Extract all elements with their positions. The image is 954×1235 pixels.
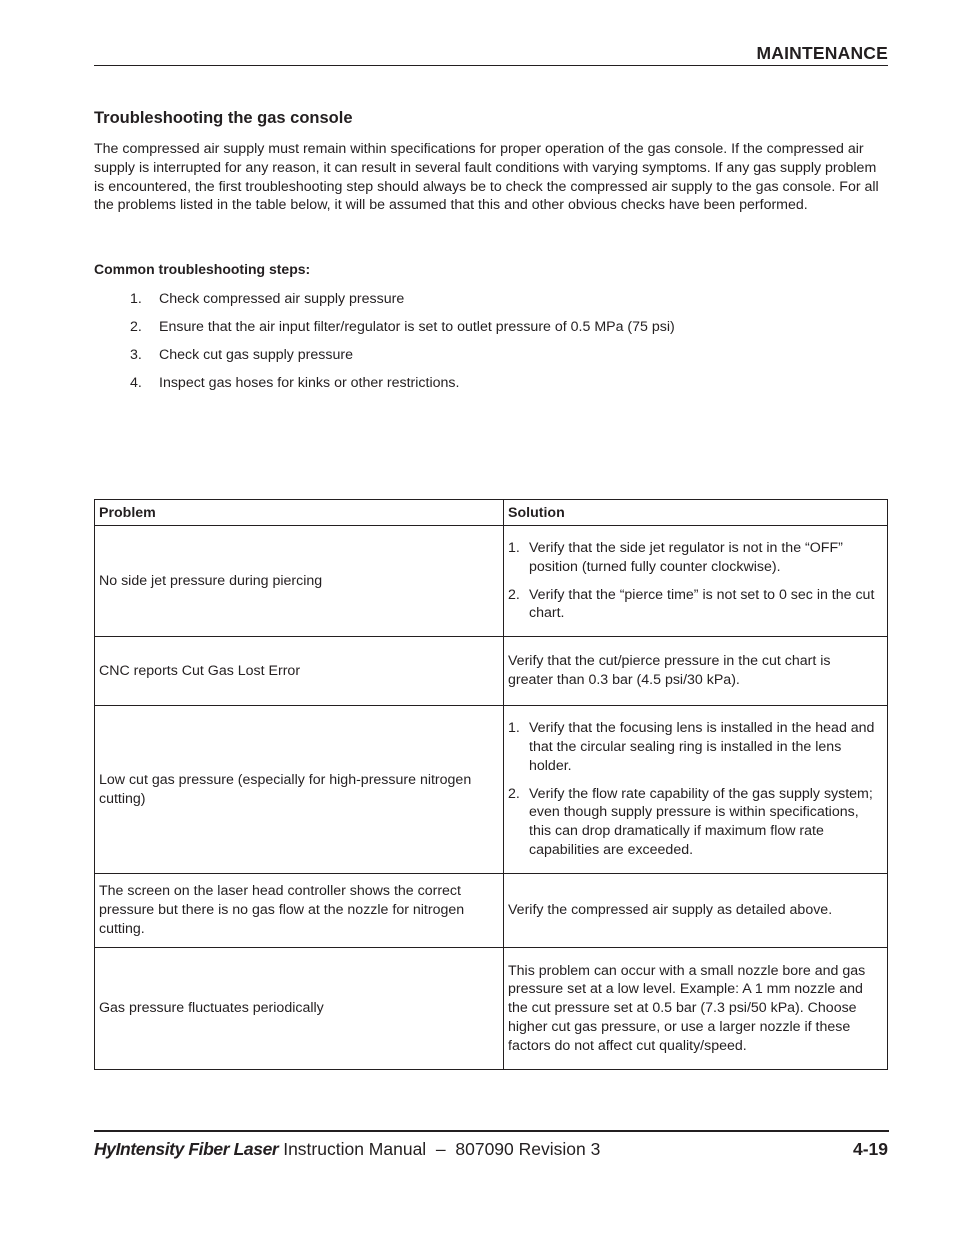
step-item <box>130 346 353 364</box>
solution-column-header: Solution <box>504 500 888 526</box>
steps-heading: Common troubleshooting steps: <box>94 261 311 277</box>
table-row <box>95 706 888 874</box>
solution-item <box>508 785 879 860</box>
step-number: 2. <box>130 319 142 335</box>
table-row <box>95 526 888 637</box>
header-divider <box>94 65 888 66</box>
footer-divider <box>94 1130 889 1132</box>
troubleshooting-table <box>94 499 888 1070</box>
solution-item-text: Verify that the focusing lens is installed in the head and that the circular sealing ring is installed in the lens holder. <box>529 720 875 774</box>
solution-cell <box>504 706 888 874</box>
solution-item <box>508 539 879 577</box>
table-row <box>95 948 888 1070</box>
solution-cell: Verify that the cut/pierce pressure in the cut chart is greater than 0.3 bar (4.5 psi/30 kPa). <box>504 637 888 706</box>
table-row <box>95 874 888 948</box>
step-number: 3. <box>130 347 142 363</box>
step-text: Inspect gas hoses for kinks or other restrictions. <box>159 375 460 391</box>
step-text: Check cut gas supply pressure <box>159 347 353 363</box>
section-header: MAINTENANCE <box>756 43 888 63</box>
step-number: 4. <box>130 375 142 391</box>
solution-item <box>508 719 879 775</box>
step-text: Ensure that the air input filter/regulator is set to outlet pressure of 0.5 MPa (75 psi) <box>159 319 675 335</box>
solution-cell: This problem can occur with a small nozzle bore and gas pressure set at a low level. Example: A 1 mm nozzle and the cut pressure set at 0.5 bar (7.3 psi/50 kPa). Choose higher cut gas pressure, or use a larger nozzle if these factors do not affect cut quality/speed. <box>504 948 888 1070</box>
step-item <box>130 290 404 308</box>
problem-column-header: Problem <box>95 500 504 526</box>
solution-item-number: 2. <box>508 586 520 603</box>
solution-item-text: Verify that the side jet regulator is not in the “OFF” position (turned fully counter clockwise). <box>529 539 843 575</box>
table-header-row <box>95 500 888 526</box>
solution-item-text: Verify the flow rate capability of the gas supply system; even though supply pressure is within specifications, this can drop dramatically if maximum flow rate capabilities are exceeded. <box>529 785 873 858</box>
footer-manual-info: Instruction Manual – 807090 Revision 3 <box>278 1139 601 1159</box>
step-item <box>130 374 459 392</box>
solution-item-number: 1. <box>508 539 520 556</box>
solution-item-number: 2. <box>508 785 520 802</box>
problem-cell: No side jet pressure during piercing <box>95 526 504 637</box>
problem-cell: CNC reports Cut Gas Lost Error <box>95 637 504 706</box>
step-item <box>130 318 675 336</box>
intro-paragraph: The compressed air supply must remain within specifications for proper operation of the gas console. If the compressed air supply is interrupted for any reason, it can result in several fault conditions with varying symptoms. If any gas supply problem is encountered, the first troubleshooting step should always be to check the compressed air supply to the gas console. For all the problems listed in the table below, it will be assumed that this and other obvious checks have been performed. <box>94 141 879 214</box>
solution-list <box>508 539 879 623</box>
page-number: 4-19 <box>852 1139 888 1159</box>
solution-item-text: Verify that the “pierce time” is not set to 0 sec in the cut chart. <box>529 586 875 622</box>
page-title: Troubleshooting the gas console <box>94 109 353 127</box>
table-row <box>95 637 888 706</box>
solution-list <box>508 719 879 860</box>
solution-cell: Verify the compressed air supply as detailed above. <box>504 874 888 948</box>
step-number: 1. <box>130 291 142 307</box>
solution-item-number: 1. <box>508 720 520 737</box>
footer-product-name: HyIntensity Fiber Laser <box>94 1139 279 1159</box>
solution-cell <box>504 526 888 637</box>
problem-cell: Low cut gas pressure (especially for high-pressure nitrogen cutting) <box>95 706 504 874</box>
problem-cell: Gas pressure fluctuates periodically <box>95 948 504 1070</box>
problem-cell: The screen on the laser head controller shows the correct pressure but there is no gas flow at the nozzle for nitrogen cutting. <box>95 874 504 948</box>
footer-manual-title <box>94 1139 600 1160</box>
solution-item <box>508 586 879 624</box>
step-text: Check compressed air supply pressure <box>159 291 405 307</box>
